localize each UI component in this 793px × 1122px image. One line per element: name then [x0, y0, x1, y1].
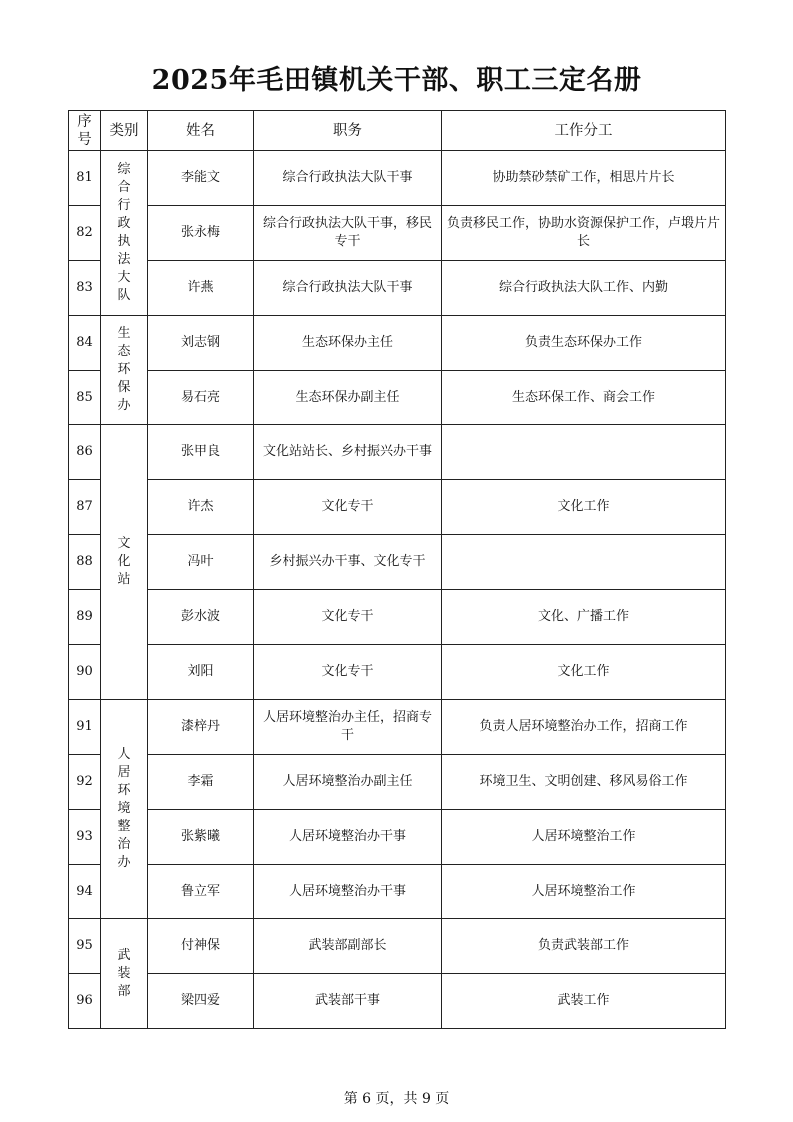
row-seq: 89 — [69, 590, 101, 645]
row-duty: 负责人居环境整治办工作，招商工作 — [442, 699, 726, 754]
row-name: 李霜 — [148, 754, 254, 809]
row-post: 人居环境整治办干事 — [254, 809, 442, 864]
row-seq: 81 — [69, 151, 101, 206]
row-name: 李能文 — [148, 151, 254, 206]
row-post: 综合行政执法大队干事 — [254, 260, 442, 315]
row-name: 张永梅 — [148, 205, 254, 260]
row-seq: 85 — [69, 370, 101, 425]
header-post: 职务 — [254, 111, 442, 151]
table-row — [69, 151, 726, 206]
table-row — [69, 809, 726, 864]
row-seq: 83 — [69, 260, 101, 315]
row-post: 人居环境整治办干事 — [254, 864, 442, 919]
row-post: 文化专干 — [254, 590, 442, 645]
roster-body — [69, 151, 726, 1029]
category-label: 综合行政执法大队 — [117, 161, 131, 303]
row-seq: 93 — [69, 809, 101, 864]
staff-roster-table — [68, 110, 726, 1029]
table-row — [69, 645, 726, 700]
header-seq: 序号 — [69, 111, 101, 151]
table-row — [69, 425, 726, 480]
row-name: 梁四爱 — [148, 974, 254, 1029]
table-row — [69, 205, 726, 260]
row-seq: 90 — [69, 645, 101, 700]
row-post: 文化站站长、乡村振兴办干事 — [254, 425, 442, 480]
row-name: 易石亮 — [148, 370, 254, 425]
header-row — [69, 111, 726, 151]
table-row — [69, 315, 726, 370]
category-cell — [101, 425, 148, 699]
table-row — [69, 919, 726, 974]
row-duty: 文化工作 — [442, 480, 726, 535]
row-post: 文化专干 — [254, 480, 442, 535]
category-label: 武装部 — [117, 947, 131, 999]
row-duty: 文化工作 — [442, 645, 726, 700]
row-duty: 负责移民工作，协助水资源保护工作，卢塅片片长 — [442, 205, 726, 260]
row-post: 生态环保办主任 — [254, 315, 442, 370]
category-label: 生态环保办 — [117, 326, 131, 414]
category-label: 文化站 — [117, 536, 131, 588]
category-cell — [101, 919, 148, 1029]
row-seq: 82 — [69, 205, 101, 260]
category-cell — [101, 699, 148, 919]
row-name: 漆梓丹 — [148, 699, 254, 754]
header-name: 姓名 — [148, 111, 254, 151]
table-row — [69, 754, 726, 809]
table-row — [69, 260, 726, 315]
row-seq: 87 — [69, 480, 101, 535]
row-duty: 环境卫生、文明创建、移风易俗工作 — [442, 754, 726, 809]
category-label: 人居环境整治办 — [117, 747, 131, 871]
row-name: 刘志钢 — [148, 315, 254, 370]
row-seq: 94 — [69, 864, 101, 919]
row-name: 刘阳 — [148, 645, 254, 700]
table-row — [69, 370, 726, 425]
row-seq: 92 — [69, 754, 101, 809]
row-seq: 84 — [69, 315, 101, 370]
row-post: 武装部副部长 — [254, 919, 442, 974]
row-name: 鲁立军 — [148, 864, 254, 919]
row-duty: 武装工作 — [442, 974, 726, 1029]
table-row — [69, 864, 726, 919]
row-duty: 文化、广播工作 — [442, 590, 726, 645]
row-post: 人居环境整治办副主任 — [254, 754, 442, 809]
row-post: 武装部干事 — [254, 974, 442, 1029]
row-seq: 91 — [69, 699, 101, 754]
row-duty: 负责武装部工作 — [442, 919, 726, 974]
row-name: 彭水波 — [148, 590, 254, 645]
table-row — [69, 699, 726, 754]
row-duty: 人居环境整治工作 — [442, 864, 726, 919]
row-duty: 综合行政执法大队工作、内勤 — [442, 260, 726, 315]
row-seq: 88 — [69, 535, 101, 590]
row-duty: 协助禁砂禁矿工作，相思片片长 — [442, 151, 726, 206]
row-seq: 86 — [69, 425, 101, 480]
row-post: 综合行政执法大队干事，移民专干 — [254, 205, 442, 260]
table-row — [69, 535, 726, 590]
row-duty — [442, 425, 726, 480]
row-seq: 96 — [69, 974, 101, 1029]
document-title: 2025年毛田镇机关干部、职工三定名册 — [151, 65, 642, 96]
row-seq: 95 — [69, 919, 101, 974]
row-name: 许燕 — [148, 260, 254, 315]
table-row — [69, 974, 726, 1029]
header-category: 类别 — [101, 111, 148, 151]
row-post: 乡村振兴办干事、文化专干 — [254, 535, 442, 590]
row-name: 张甲良 — [148, 425, 254, 480]
row-name: 付神保 — [148, 919, 254, 974]
row-name: 许杰 — [148, 480, 254, 535]
row-duty — [442, 535, 726, 590]
row-duty: 人居环境整治工作 — [442, 809, 726, 864]
table-row — [69, 590, 726, 645]
row-name: 张紫曦 — [148, 809, 254, 864]
category-cell — [101, 151, 148, 316]
row-post: 人居环境整治办主任，招商专干 — [254, 699, 442, 754]
page-footer: 第 6 页，共 9 页 — [343, 1091, 450, 1107]
row-post: 综合行政执法大队干事 — [254, 151, 442, 206]
row-post: 文化专干 — [254, 645, 442, 700]
category-cell — [101, 315, 148, 425]
header-duty: 工作分工 — [442, 111, 726, 151]
row-duty: 生态环保工作、商会工作 — [442, 370, 726, 425]
row-post: 生态环保办副主任 — [254, 370, 442, 425]
row-duty: 负责生态环保办工作 — [442, 315, 726, 370]
table-row — [69, 480, 726, 535]
row-name: 冯叶 — [148, 535, 254, 590]
